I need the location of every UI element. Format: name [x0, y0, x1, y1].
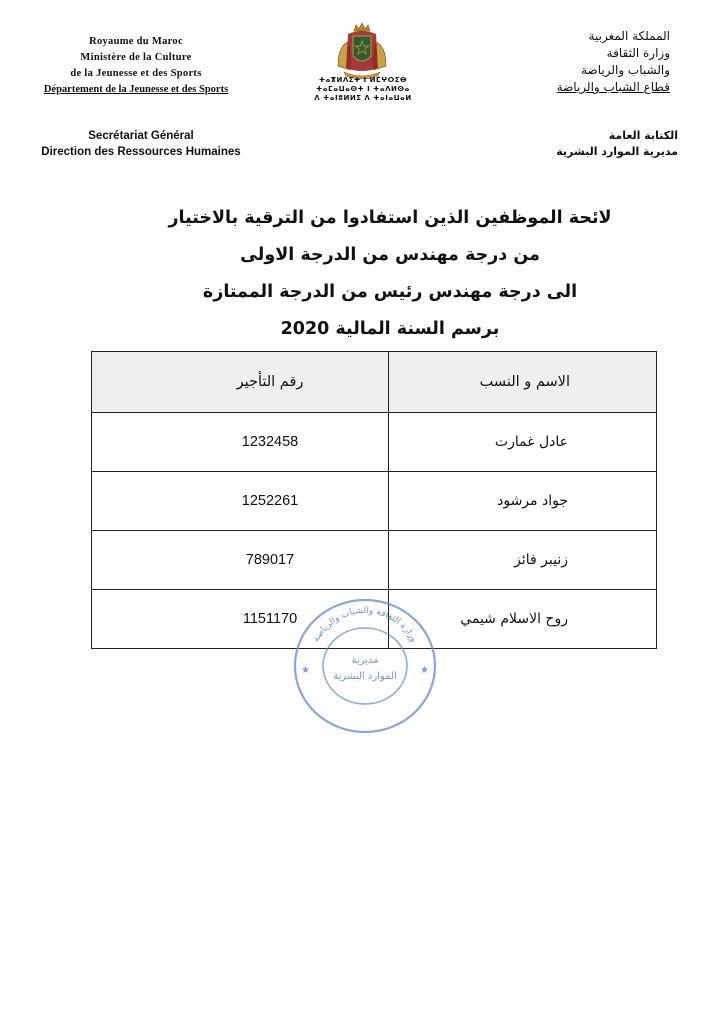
ar-department-line: قطاع الشباب والرياضة	[556, 80, 670, 94]
employee-name: روح الاسلام شيمي	[389, 590, 657, 649]
stamp-inner-line-1: مديرية	[351, 655, 379, 666]
header-payroll-number: رقم التأجير	[92, 352, 389, 413]
fr-directorate	[26, 128, 256, 160]
title-line-4: برسم السنة المالية 2020	[280, 319, 500, 339]
employee-name: زنيبر فائز	[389, 531, 657, 590]
tifinagh-line-1: ⵜⴰⴳⵍⴷⵉⵜ ⵏ ⵍⵎⵖⵔⵉⴱ	[318, 76, 408, 84]
ar-directorate	[530, 128, 678, 160]
arabic-letterhead	[520, 28, 670, 96]
tifinagh-line-3: ⴷ ⵜⴰⵏⵓⵍⵍⵉ ⴷ ⵜⴰⵏⴰⵡⴰⵍ	[314, 94, 412, 102]
star-icon: ★	[301, 665, 310, 676]
fr-ministry-line-2: de la Jeunesse et des Sports	[70, 68, 202, 79]
payroll-number: 1252261	[92, 472, 389, 531]
ar-hr-direction-line: مديرية الموارد البشرية	[556, 145, 678, 158]
star-icon: ★	[420, 665, 429, 676]
employee-name: جواد مرشود	[389, 472, 657, 531]
fr-kingdom-line: Royaume du Maroc	[89, 36, 183, 47]
fr-department-line: Département de la Jeunesse et des Sports	[43, 84, 229, 95]
fr-secretariat-line: Secrétariat Général	[88, 130, 194, 142]
table-row	[92, 472, 657, 531]
fr-ministry-line: Ministère de la Culture	[80, 52, 192, 63]
stamp-inner-line-2: الموارد البشرية	[333, 671, 397, 682]
table-header-row	[92, 352, 657, 413]
document-title	[90, 200, 690, 348]
title-line-1: لائحة الموظفين الذين استفادوا من الترقية بالاختيار	[168, 208, 612, 228]
payroll-number: 789017	[92, 531, 389, 590]
ar-ministry-line: وزارة الثقافة	[606, 46, 670, 60]
employee-name: عادل غمارت	[389, 413, 657, 472]
ar-ministry-line-2: والشباب والرياضة	[581, 63, 670, 77]
title-line-2: من درجة مهندس من الدرجة الاولى	[240, 245, 540, 265]
header-name: الاسم و النسب	[389, 352, 657, 413]
title-line-3: الى درجة مهندس رئيس من الدرجة الممتازة	[202, 282, 578, 302]
table-row	[92, 413, 657, 472]
ar-kingdom-line: المملكة المغربية	[588, 29, 670, 43]
payroll-number: 1232458	[92, 413, 389, 472]
table-row	[92, 531, 657, 590]
payroll-number: 1151170	[92, 590, 389, 649]
official-stamp	[292, 596, 438, 736]
moroccan-coat-of-arms-icon	[334, 22, 390, 80]
stamp-ring-text: وزارة الثقافة والشباب والرياضة	[311, 605, 419, 644]
tifinagh-line-2: ⵜⴰⵎⴰⵡⴰⵙⵜ ⵏ ⵜⴰⴷⵍⵙⴰ	[316, 85, 410, 93]
fr-hr-direction-line: Direction des Ressources Humaines	[41, 146, 241, 158]
french-letterhead	[38, 34, 234, 98]
tifinagh-letterhead	[304, 76, 422, 103]
ar-secretariat-line: الكتابة العامة	[608, 129, 678, 142]
